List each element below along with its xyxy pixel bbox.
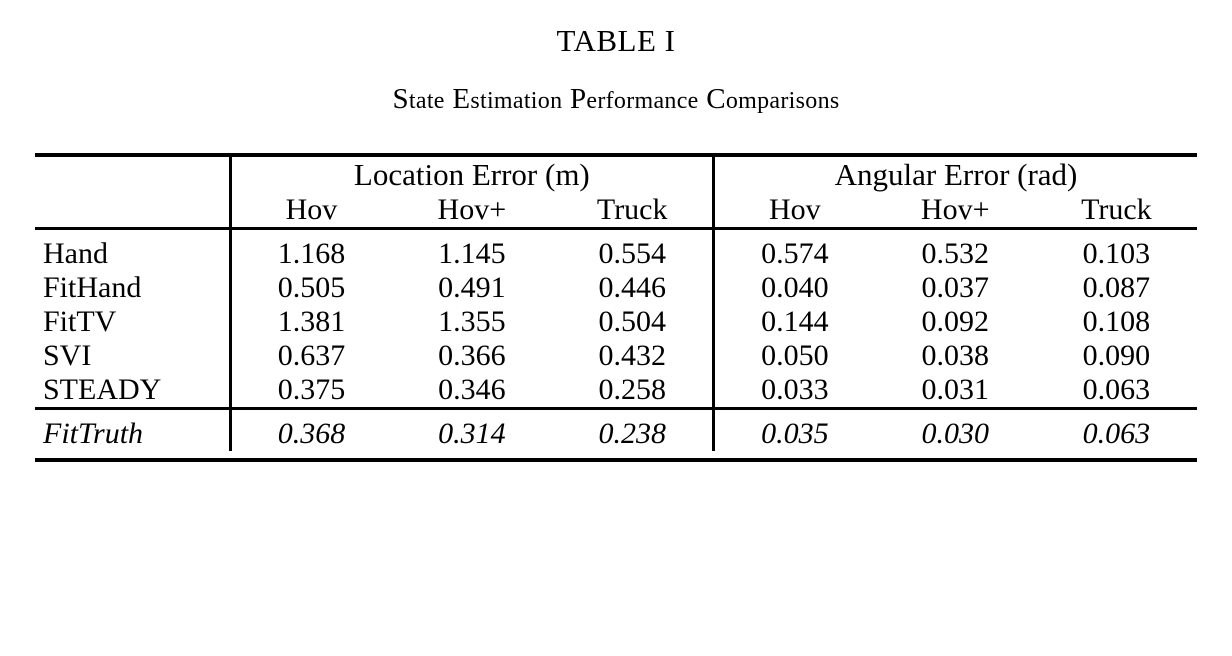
row-label-hand: Hand [43, 237, 108, 271]
table-row [35, 305, 1197, 339]
title-part-5: erformance [586, 87, 699, 114]
cell-steady-loc-hovplus: 0.346 [438, 373, 506, 407]
row-label-steady: STEADY [43, 373, 162, 407]
performance-table [35, 153, 1197, 462]
cell-fittruth-loc-hov: 0.368 [230, 417, 391, 451]
cell-svi-ang-hov: 0.050 [714, 339, 875, 373]
subheader-loc-hovplus: Hov+ [437, 193, 507, 227]
table-caption [30, 18, 1202, 119]
table-title [30, 79, 1202, 120]
cell-fittv-loc-hovplus: 1.355 [438, 305, 506, 339]
cell-steady-loc-hov: 0.375 [230, 373, 391, 409]
subheader-loc-truck: Truck [596, 193, 668, 227]
subheader-ang-hov: Hov [714, 193, 875, 229]
cell-fittruth-ang-hov: 0.035 [714, 417, 875, 451]
cell-svi-loc-truck: 0.432 [598, 339, 666, 373]
cell-hand-ang-hov: 0.574 [714, 237, 875, 271]
row-label-fittruth: FitTruth [43, 417, 144, 451]
cell-fittruth-ang-hovplus: 0.030 [921, 417, 989, 451]
title-part-3: stimation [470, 87, 563, 114]
cell-fithand-loc-truck: 0.446 [598, 271, 666, 305]
row-label-svi: SVI [43, 339, 92, 373]
body-footer-divider [35, 409, 1197, 418]
subheader-loc-hov: Hov [230, 193, 391, 229]
cell-fittruth-loc-truck: 0.238 [598, 417, 666, 451]
cell-fittv-ang-hov: 0.144 [714, 305, 875, 339]
title-part-1: tate [408, 87, 445, 114]
cell-fittv-ang-truck: 0.108 [1082, 305, 1151, 339]
cell-hand-loc-hovplus: 1.145 [438, 237, 506, 271]
title-part-7: omparisons [725, 87, 840, 114]
table-number: TABLE I [556, 23, 676, 58]
cell-fittruth-ang-truck: 0.063 [1082, 417, 1151, 451]
row-label-fithand: FitHand [43, 271, 142, 305]
cell-steady-loc-truck: 0.258 [598, 373, 666, 407]
title-part-6: C [698, 82, 726, 115]
cell-hand-loc-hov: 1.168 [230, 237, 391, 271]
table-row [35, 271, 1197, 305]
empty-corner-cell [35, 155, 230, 193]
cell-fithand-ang-hov: 0.040 [714, 271, 875, 305]
title-part-0: S [392, 82, 409, 115]
table-row [35, 237, 1197, 271]
empty-corner-cell-2 [35, 193, 230, 229]
row-label-fittv: FitTV [43, 305, 117, 339]
title-part-2: E [444, 82, 471, 115]
cell-fittv-ang-hovplus: 0.092 [921, 305, 989, 339]
subheader-ang-truck: Truck [1081, 193, 1152, 227]
cell-svi-ang-hovplus: 0.038 [921, 339, 989, 373]
table-group-header-row [35, 155, 1197, 193]
cell-svi-ang-truck: 0.090 [1082, 339, 1151, 373]
cell-steady-ang-truck: 0.063 [1082, 373, 1151, 407]
cell-hand-ang-truck: 0.103 [1082, 237, 1151, 271]
cell-svi-loc-hov: 0.637 [230, 339, 391, 373]
cell-fittruth-loc-hovplus: 0.314 [438, 417, 506, 451]
cell-steady-ang-hov: 0.033 [714, 373, 875, 409]
cell-fithand-loc-hov: 0.505 [230, 271, 391, 305]
cell-fithand-ang-truck: 0.087 [1082, 271, 1151, 305]
table-row [35, 339, 1197, 373]
group-header-location-error: Location Error (m) [230, 155, 713, 193]
cell-fithand-loc-hovplus: 0.491 [438, 271, 506, 305]
group-header-angular-error: Angular Error (rad) [714, 155, 1197, 193]
table-subheader-row [35, 193, 1197, 229]
subheader-ang-hovplus: Hov+ [920, 193, 990, 227]
header-body-divider [35, 229, 1197, 238]
cell-fithand-ang-hovplus: 0.037 [921, 271, 989, 305]
cell-hand-loc-truck: 0.554 [598, 237, 666, 271]
cell-fittv-loc-hov: 1.381 [230, 305, 391, 339]
cell-hand-ang-hovplus: 0.532 [921, 237, 989, 271]
table-bottom-rule [35, 451, 1197, 460]
cell-steady-ang-hovplus: 0.031 [921, 373, 989, 407]
table-row [35, 373, 1197, 409]
cell-fittv-loc-truck: 0.504 [598, 305, 666, 339]
table-row-reference [35, 417, 1197, 451]
title-part-4: P [562, 82, 587, 115]
cell-svi-loc-hovplus: 0.366 [438, 339, 506, 373]
